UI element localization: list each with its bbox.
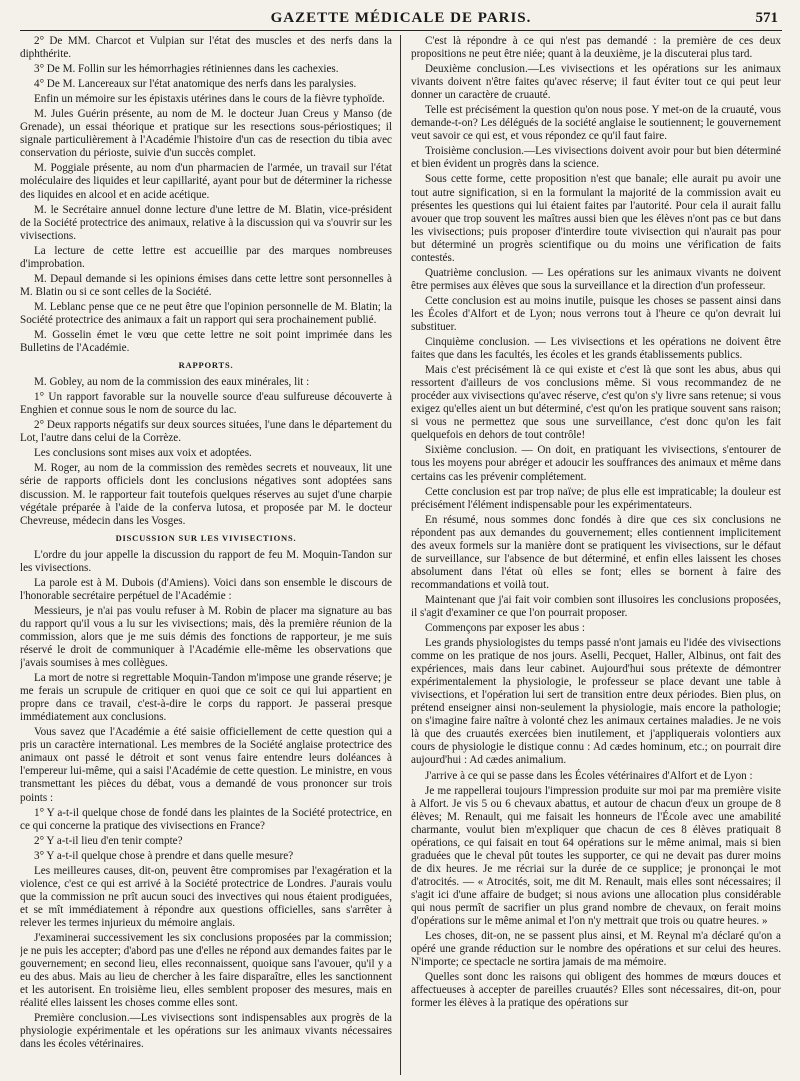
journal-title: GAZETTE MÉDICALE DE PARIS.: [270, 10, 532, 26]
paragraph: Sixième conclusion. — On doit, en pratiquant les vivisections, s'entourer de tous les moyens pour abréger et adoucir les souffrances des animaux et même dans certains cas les prévenir complétement.: [411, 444, 781, 483]
paragraph: Cette conclusion est par trop naïve; de plus elle est impraticable; la douleur est précisément l'élément indispensable pour les expérimentateurs.: [411, 485, 781, 511]
section-heading: DISCUSSION SUR LES VIVISECTIONS.: [115, 532, 297, 543]
paragraph: Quatrième conclusion. — Les opérations sur les animaux vivants ne doivent être permises aux élèves que sous la surveillance et la direction d'un professeur.: [411, 266, 781, 292]
paragraph: 2° Deux rapports négatifs sur deux sources situées, l'une dans le département du Lot, l'autre dans celui de la Corrèze.: [20, 419, 392, 445]
paragraph: J'examinerai successivement les six conclusions proposées par la commission; je ne puis les accepter; d'abord pas une d'elles ne répond aux demandes faites par le gouvernement; en second lieu, elles reconnaissent, quoique sans l'avouer, qu'il y a eu des abus. Mais au lieu de chercher à les faire disparaître, elles les sanctionnent et les autorisent. En troisième lieu, elles semblent proposer des mesures, mais en réalité elles laissent les choses comme elles sont.: [20, 932, 392, 1010]
paragraph: M. Poggiale présente, au nom d'un pharmacien de l'armée, un travail sur l'état moléculaire des liquides et leur capillarité, ayant pour but de déterminer la richesse des liquides en alcool et en acide acétique.: [20, 162, 392, 201]
paragraph: 2° De MM. Charcot et Vulpian sur l'état des muscles et des nerfs dans la diphthérite.: [20, 35, 392, 61]
paragraph: Première conclusion.—Les vivisections sont indispensables aux progrès de la physiologie expérimentale et les opérations sur les animaux vivants nécessaires dans les écoles vétérinaires.: [20, 1012, 392, 1051]
paragraph: La mort de notre si regrettable Moquin-Tandon m'impose une grande réserve; je me ferais un scrupule de critiquer en quoi que ce soit ce qui lui appartient en propre dans ce travail, c'est-à-dire le corps du rapport. Je passerai presque immédiatement aux conclusions.: [20, 672, 392, 724]
paragraph: M. Leblanc pense que ce ne peut être que l'opinion personnelle de M. Blatin; la Société protectrice des animaux a fait un rapport qui sera prochainement publié.: [20, 300, 392, 326]
paragraph: La lecture de cette lettre est accueillie par des marques nombreuses d'improbation.: [20, 244, 392, 270]
paragraph: M. Gosselin émet le vœu que cette lettre ne soit point imprimée dans les Bulletins de l'Académie.: [20, 328, 392, 355]
paragraph: Troisième conclusion.—Les vivisections doivent avoir pour but bien déterminé et bien évident un progrès dans la science.: [411, 145, 781, 171]
paragraph: L'ordre du jour appelle la discussion du rapport de feu M. Moquin-Tandon sur les vivisections.: [20, 548, 392, 574]
paragraph: En résumé, nous sommes donc fondés à dire que ces six conclusions ne répondent pas aux demandes du gouvernement; elles contiennent implicitement des aveux formels sur la manière dont se pratiquent les vivisections, sur le défaut de surveillance, sur l'absence de but déterminé, et enfin elles laissent les choses absolument dans l'état où elles se font; elles se bornent à faire des recommandations et voilà tout.: [411, 513, 781, 591]
paragraph: 3° De M. Follin sur les hémorrhagies rétiniennes dans les cachexies.: [34, 63, 339, 76]
paragraph: Telle est précisément la question qu'on nous pose. Y met-on de la cruauté, vous demande-t-on? Les délégués de la société anglaise le soutiennent; le gouvernement veut savoir ce qui est, et vous répondez ce qu'il faut faire.: [411, 104, 781, 143]
paragraph: Mais c'est précisément là ce qui existe et c'est là que sont les abus, abus qui ressortent d'ailleurs de vos conclusions même. Si vous recommandez de ne procéder aux vivisections qu'avec réserve, c'est qu'on s'y livre sans retenue; si vous exigez qu'elles aient un but déterminé, c'est qu'on les pratique souvent sans raison; si vous ne permettez que sous une surveillance, c'est donc qu'on les fait quelquefois en dehors de tout contrôle!: [411, 364, 781, 442]
paragraph: Quelles sont donc les raisons qui obligent des hommes de mœurs douces et affectueuses à accepter de pareilles cruautés? Elles sont nécessaires, dit-on, pour former les élèves à la pratique des opérations sur: [411, 971, 781, 1010]
paragraph: 4° De M. Lancereaux sur l'état anatomique des nerfs dans les paralysies.: [34, 78, 357, 91]
paragraph: C'est là répondre à ce qui n'est pas demandé : la première de ces deux propositions ne peut être niée; quant à la deuxième, je la discuterai plus tard.: [411, 35, 781, 61]
paragraph: M. Roger, au nom de la commission des remèdes secrets et nouveaux, lit une série de rapports officiels dont les conclusions négatives sont adoptées sans discussion. M. le rapporteur fait toutefois quelques réserves au sujet d'une charpie végétale préparée à l'aide de la conferva lutosa, et proposée par M. le docteur Chevreuse, médecin dans les Vosges.: [20, 462, 392, 527]
paragraph: Deuxième conclusion.—Les vivisections et les opérations sur les animaux vivants doivent n'être faites qu'avec réserve; il faut éviter tout ce qui peut leur donner un caractère de cruauté.: [411, 63, 781, 102]
paragraph: M. Depaul demande si les opinions émises dans cette lettre sont personnelles à M. Blatin ou si ce sont celles de la Société.: [20, 272, 392, 298]
paragraph: 3° Y a-t-il quelque chose à prendre et dans quelle mesure?: [34, 849, 294, 862]
paragraph: Cette conclusion est au moins inutile, puisque les choses se passent ainsi dans les Écoles d'Alfort et de Lyon; nous verrons tout à l'heure ce qu'on devrait lui substituer.: [411, 294, 781, 333]
paragraph: Maintenant que j'ai fait voir combien sont illusoires les conclusions proposées, il s'agit d'examiner ce que l'on pourrait proposer.: [411, 593, 781, 619]
paragraph: La parole est à M. Dubois (d'Amiens). Voici dans son ensemble le discours de l'honorable secrétaire perpétuel de l'Académie :: [20, 576, 392, 602]
paragraph: Je me rappellerai toujours l'impression produite sur moi par ma première visite à Alfort. Je vis 5 ou 6 chevaux abattus, et autour de chacun d'eux un groupe de 8 élèves; M. Renault, qui me faisait les honneurs de l'École avec une amabilité charmante, voulut bien m'expliquer que chacun de ces 8 élèves pratiquait 8 opérations, ce qui faisait en tout 64 opérations sur le même animal, mais si bien graduées que le cheval pût toutes les supporter, ce qui ne devait pas durer moins de dix heures. Je me récriai sur la durée de ce supplice; je prononçai le mot d'atrocités. — « Atrocités, soit, me dit M. Renault, mais elles sont nécessaires; il s'agit ici d'une affaire de budget; si nous avions une allocation plus considérable qui nous permît de sacrifier un plus grand nombre de chevaux, on ferait moins d'opérations sur le même animal et l'on n'y mettrait que trois ou quatre heures. »: [411, 784, 781, 928]
paragraph: Commençons par exposer les abus :: [425, 622, 585, 635]
left-column: [20, 35, 398, 1075]
text-columns: [20, 35, 782, 1075]
paragraph: J'arrive à ce qui se passe dans les Écoles vétérinaires d'Alfort et de Lyon :: [425, 769, 753, 782]
paragraph: 1° Y a-t-il quelque chose de fondé dans les plaintes de la Société protectrice, en ce qui concerne la pratique des vivisections en France?: [20, 806, 392, 832]
paragraph: Cinquième conclusion. — Les vivisections et les opérations ne doivent être faites que dans les facultés, les écoles et les grands établissements publics.: [411, 336, 781, 362]
page-number: 571: [755, 10, 778, 26]
paragraph: Vous savez que l'Académie a été saisie officiellement de cette question qui a pris un caractère international. Les membres de la Société anglaise protectrice des animaux ont passé le détroit et sont venus faire entendre leurs doléances à l'empereur lui-même, qui a saisi l'Académie de cette question. Le ministre, en vous transmettant les pièces du débat, vous a demandé de vous prononcer sur trois points :: [20, 726, 392, 804]
paragraph: Messieurs, je n'ai pas voulu refuser à M. Robin de placer ma signature au bas du rapport qu'il vous a lu sur les vivisections; mais, dès la première réunion de la commission, alors que je me suis démis des fonctions de rapporteur, je me suis réservé le droit de communiquer à l'Académie elle-même les observations que j'avais soumises à mes collègues.: [20, 604, 392, 670]
column-divider: [400, 35, 401, 1075]
page-header: [20, 6, 782, 31]
paragraph: Les conclusions sont mises aux voix et adoptées.: [34, 447, 252, 460]
paragraph: 1° Un rapport favorable sur la nouvelle source d'eau sulfureuse découverte à Enghien et connue sous le nom de source du lac.: [20, 391, 392, 417]
paragraph: M. le Secrétaire annuel donne lecture d'une lettre de M. Blatin, vice-président de la Société protectrice des animaux, relative à la discussion qui va s'ouvrir sur les vivisections.: [20, 203, 392, 242]
paragraph: 2° Y a-t-il lieu d'en tenir compte?: [34, 834, 183, 847]
section-heading: RAPPORTS.: [178, 360, 234, 371]
paragraph: Les meilleures causes, dit-on, peuvent être compromises par l'exagération et la violence, c'est ce qui est arrivé à la Société protectrice de Londres. J'aurais voulu que la commission ne prît aucun souci des invectives qui nous étaient prodiguées, et se mît immédiatement à répondre aux questions officielles, sans s'arrêter à relever les termes injurieux du mémoire anglais.: [20, 864, 392, 929]
right-column: [403, 35, 781, 1075]
paragraph: Les grands physiologistes du temps passé n'ont jamais eu l'idée des vivisections comme on les pratique de nos jours. Aselli, Pecquet, Haller, Albinus, ont fait des expériences, mais dans leur cabinet. Aujourd'hui sous prétexte de démontrer expérimentalement la physiologie, le professeur se place devant une table à vivisections, et l'opération lui sert de transition entre deux périodes. Bien plus, on prétend enseigner ainsi non-seulement la physiologie, mais encore la pathologie; on s'imagine faire naître à volonté chez les animaux certaines maladies. Je ne vois là que des cruautés exercées bien inutilement, et j'appliquerais volontiers aux cours de physiologie le distique connu : Ad cædes hominum, etc.; on pourrait dire aujourd'hui : Ad cædes animalium.: [411, 637, 781, 767]
paragraph: Enfin un mémoire sur les épistaxis utérines dans le cours de la fièvre typhoïde.: [34, 93, 385, 106]
paragraph: Les choses, dit-on, ne se passent plus ainsi, et M. Reynal m'a déclaré qu'on a opéré une grande réduction sur le nombre des opérations et sur celui des heures. N'importe; ce spectacle ne sortira jamais de ma mémoire.: [411, 930, 781, 969]
paragraph: M. Jules Guérin présente, au nom de M. le docteur Juan Creus y Manso (de Grenade), un essai théorique et pratique sur les resections sous-périostiques; il signale particulièrement à l'Académie l'histoire d'un cas de resection du tibia avec conservation du périoste, suivie d'un succès complet.: [20, 108, 392, 160]
paragraph: M. Gobley, au nom de la commission des eaux minérales, lit :: [34, 376, 310, 389]
paragraph: Sous cette forme, cette proposition n'est que banale; elle aurait pu avoir une tout autre signification, si en la formulant la majorité de la commission avait eu présentes les questions qui lui étaient faites par l'autorité. Pour cela il aurait fallu avouer que trop souvent les maîtres aussi bien que les élèves n'ont pas ce but dans les vivisections; puis proposer d'interdire toute vivisection qui n'aurait pas pour but déterminé un progrès scientifique ou du moins une vérification de faits contestés.: [411, 173, 781, 264]
